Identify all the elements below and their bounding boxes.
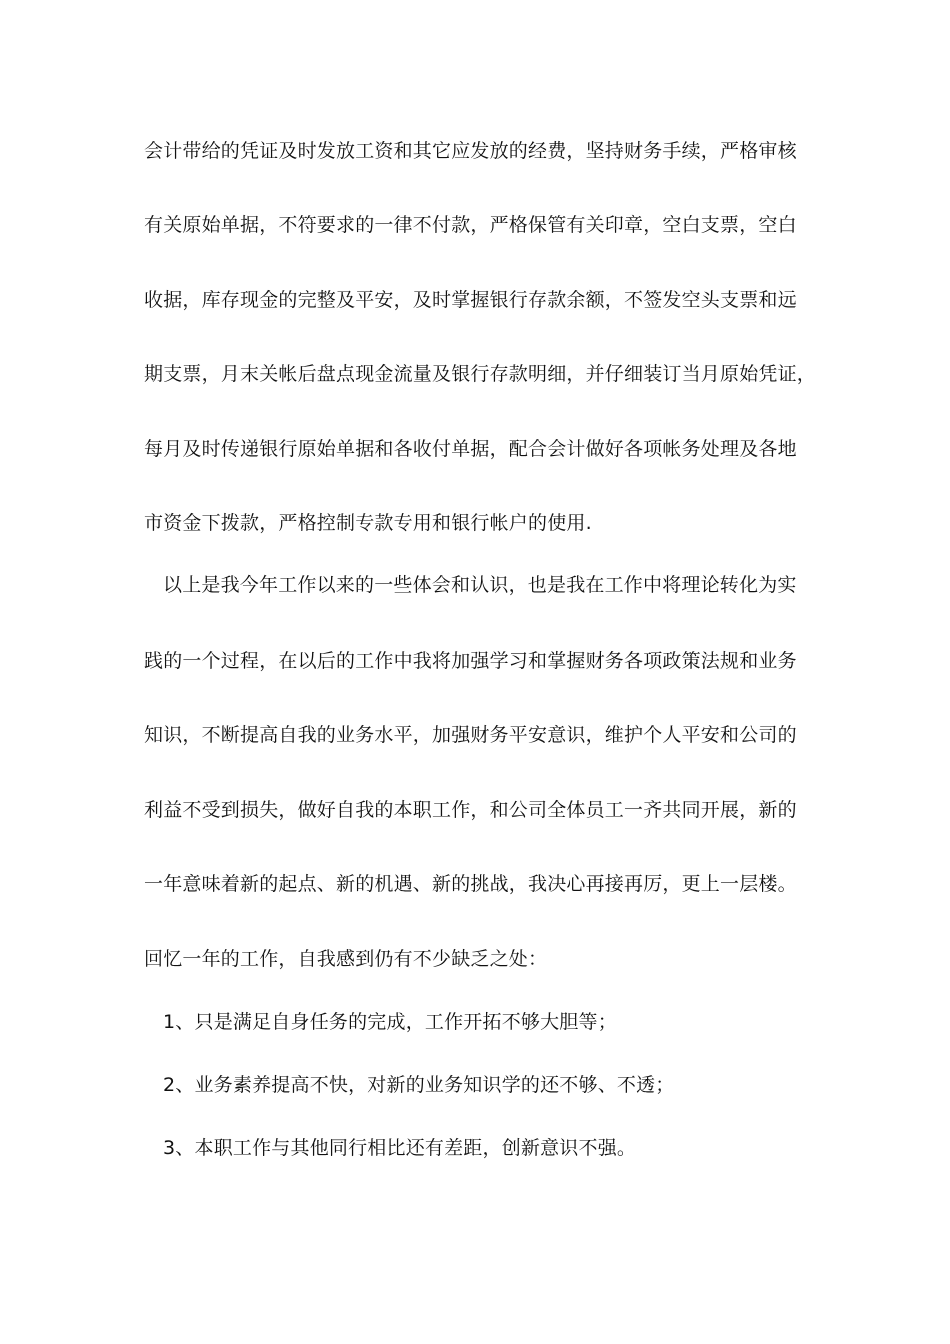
paragraph-2-line-5: 一年意味着新的起点、新的机遇、新的挑战，我决心再接再厉，更上一层楼。 — [144, 873, 797, 895]
paragraph-1-line-2: 有关原始单据，不符要求的一律不付款，严格保管有关印章，空白支票，空白 — [144, 214, 797, 236]
paragraph-1-line-5: 每月及时传递银行原始单据和各收付单据，配合会计做好各项帐务处理及各地 — [144, 438, 797, 460]
paragraph-1-line-4: 期支票，月末关帐后盘点现金流量及银行存款明细，并仔细装订当月原始凭证， — [144, 363, 817, 385]
paragraph-3: 回忆一年的工作，自我感到仍有不少缺乏之处： — [144, 948, 548, 970]
shortcoming-item-3: 3、本职工作与其他同行相比还有差距，创新意识不强。 — [163, 1137, 637, 1159]
shortcoming-item-2: 2、业务素养提高不快，对新的业务知识学的还不够、不透； — [163, 1074, 675, 1096]
paragraph-2-line-3: 知识，不断提高自我的业务水平，加强财务平安意识，维护个人平安和公司的 — [144, 724, 797, 746]
paragraph-2-line-2: 践的一个过程，在以后的工作中我将加强学习和掌握财务各项政策法规和业务 — [144, 650, 797, 672]
paragraph-1-line-1: 会计带给的凭证及时发放工资和其它应发放的经费，坚持财务手续，严格审核 — [144, 140, 797, 162]
paragraph-1-line-3: 收据，库存现金的完整及平安，及时掌握银行存款余额，不签发空头支票和远 — [144, 289, 797, 311]
shortcoming-item-1: 1、只是满足自身任务的完成，工作开拓不够大胆等； — [163, 1011, 617, 1033]
paragraph-2-line-1: 以上是我今年工作以来的一些体会和认识，也是我在工作中将理论转化为实 — [163, 574, 797, 596]
paragraph-2-line-4: 利益不受到损失，做好自我的本职工作，和公司全体员工一齐共同开展，新的 — [144, 799, 797, 821]
paragraph-1-line-6: 市资金下拨款，严格控制专款专用和银行帐户的使用. — [144, 512, 592, 534]
